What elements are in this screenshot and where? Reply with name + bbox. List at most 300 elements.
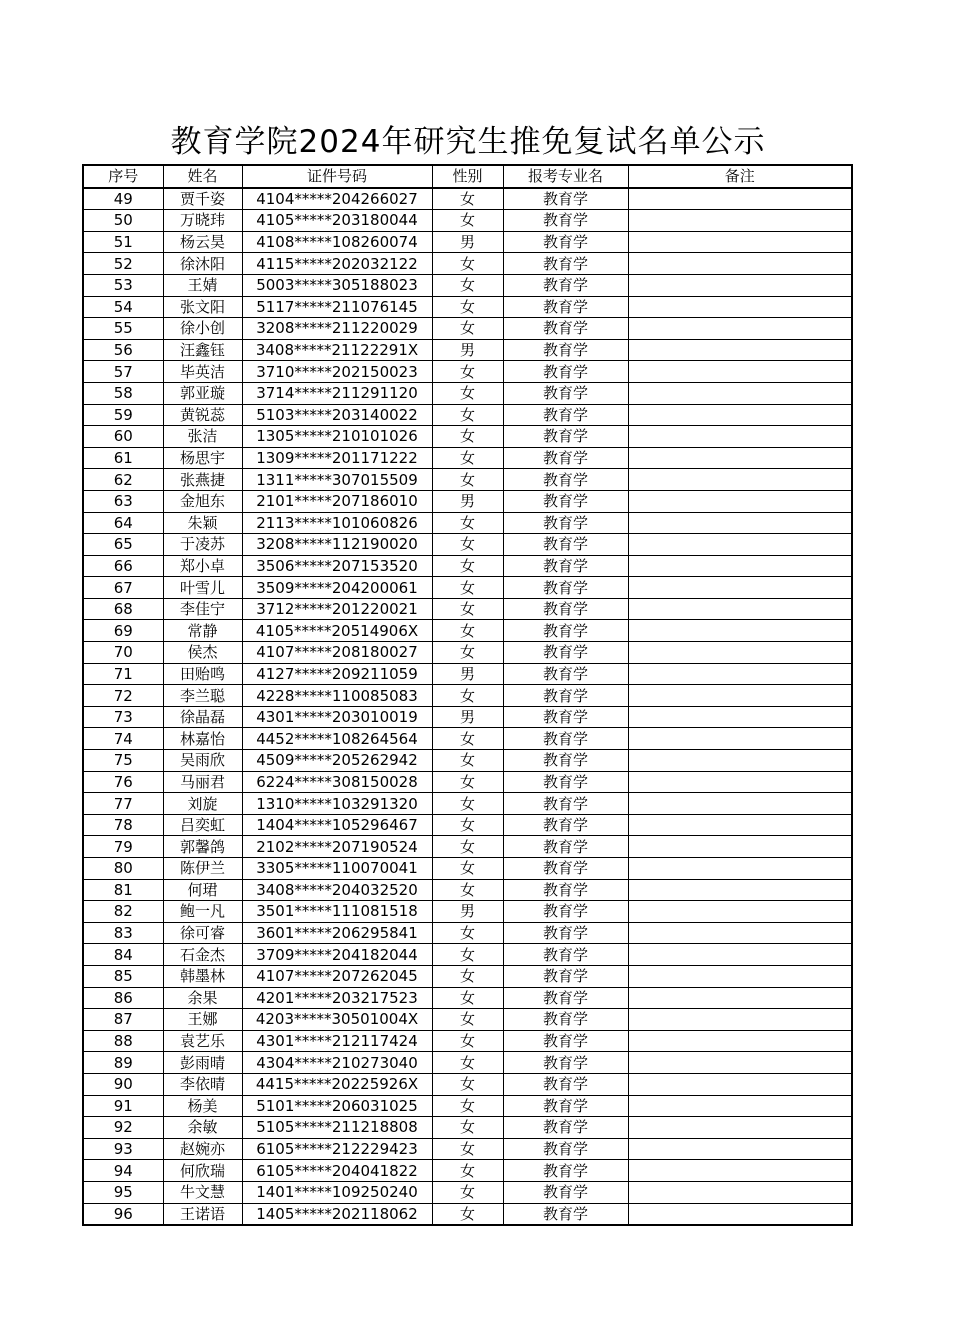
cell-seq: 79 (83, 836, 163, 858)
cell-major: 教育学 (503, 512, 628, 534)
cell-remark (628, 836, 852, 858)
cell-major: 教育学 (503, 965, 628, 987)
cell-name: 徐沐阳 (163, 253, 242, 275)
header-name: 姓名 (163, 165, 242, 188)
cell-name: 金旭东 (163, 490, 242, 512)
cell-name: 彭雨晴 (163, 1052, 242, 1074)
cell-gender: 女 (432, 1160, 503, 1182)
cell-id-number: 2113*****101060826 (242, 512, 432, 534)
cell-id-number: 2102*****207190524 (242, 836, 432, 858)
cell-name: 张洁 (163, 426, 242, 448)
cell-major: 教育学 (503, 706, 628, 728)
cell-seq: 57 (83, 361, 163, 383)
table-row (83, 814, 852, 836)
cell-major: 教育学 (503, 685, 628, 707)
cell-seq: 93 (83, 1138, 163, 1160)
cell-remark (628, 210, 852, 232)
table-row (83, 620, 852, 642)
cell-remark (628, 426, 852, 448)
cell-gender: 女 (432, 253, 503, 275)
table-row (83, 555, 852, 577)
table-row (83, 361, 852, 383)
cell-seq: 54 (83, 296, 163, 318)
table-row (83, 339, 852, 361)
cell-major: 教育学 (503, 274, 628, 296)
cell-name: 贾千姿 (163, 188, 242, 210)
cell-name: 汪鑫钰 (163, 339, 242, 361)
cell-id-number: 4228*****110085083 (242, 685, 432, 707)
cell-seq: 62 (83, 469, 163, 491)
cell-major: 教育学 (503, 210, 628, 232)
cell-major: 教育学 (503, 361, 628, 383)
cell-name: 石金杰 (163, 944, 242, 966)
cell-seq: 88 (83, 1030, 163, 1052)
table-row (83, 1073, 852, 1095)
cell-gender: 男 (432, 706, 503, 728)
cell-major: 教育学 (503, 987, 628, 1009)
cell-major: 教育学 (503, 231, 628, 253)
cell-id-number: 3710*****202150023 (242, 361, 432, 383)
cell-id-number: 5101*****206031025 (242, 1095, 432, 1117)
cell-gender: 女 (432, 1052, 503, 1074)
cell-major: 教育学 (503, 922, 628, 944)
cell-id-number: 1309*****201171222 (242, 447, 432, 469)
cell-gender: 女 (432, 274, 503, 296)
cell-major: 教育学 (503, 339, 628, 361)
cell-name: 鲍一凡 (163, 901, 242, 923)
cell-seq: 74 (83, 728, 163, 750)
cell-seq: 70 (83, 642, 163, 664)
cell-gender: 女 (432, 1073, 503, 1095)
cell-name: 张文阳 (163, 296, 242, 318)
cell-seq: 90 (83, 1073, 163, 1095)
cell-name: 朱颖 (163, 512, 242, 534)
cell-remark (628, 361, 852, 383)
table-row (83, 728, 852, 750)
cell-gender: 女 (432, 598, 503, 620)
cell-id-number: 4415*****20225926X (242, 1073, 432, 1095)
cell-gender: 女 (432, 1138, 503, 1160)
cell-name: 余果 (163, 987, 242, 1009)
cell-remark (628, 706, 852, 728)
cell-gender: 女 (432, 318, 503, 340)
table-row (83, 836, 852, 858)
cell-id-number: 5103*****203140022 (242, 404, 432, 426)
cell-seq: 50 (83, 210, 163, 232)
cell-id-number: 1401*****109250240 (242, 1181, 432, 1203)
cell-seq: 63 (83, 490, 163, 512)
cell-id-number: 5003*****305188023 (242, 274, 432, 296)
cell-major: 教育学 (503, 1009, 628, 1031)
cell-name: 郭馨鸽 (163, 836, 242, 858)
cell-name: 何欣瑞 (163, 1160, 242, 1182)
cell-id-number: 3601*****206295841 (242, 922, 432, 944)
cell-name: 万晓玮 (163, 210, 242, 232)
cell-gender: 女 (432, 965, 503, 987)
cell-name: 陈伊兰 (163, 858, 242, 880)
cell-major: 教育学 (503, 642, 628, 664)
cell-id-number: 4201*****203217523 (242, 987, 432, 1009)
table-row (83, 274, 852, 296)
cell-id-number: 3714*****211291120 (242, 382, 432, 404)
table-row (83, 987, 852, 1009)
table-row (83, 858, 852, 880)
cell-name: 杨美 (163, 1095, 242, 1117)
table-row (83, 706, 852, 728)
cell-seq: 66 (83, 555, 163, 577)
cell-major: 教育学 (503, 901, 628, 923)
table-row (83, 771, 852, 793)
cell-id-number: 5117*****211076145 (242, 296, 432, 318)
cell-seq: 85 (83, 965, 163, 987)
cell-major: 教育学 (503, 1117, 628, 1139)
cell-name: 余敏 (163, 1117, 242, 1139)
cell-remark (628, 793, 852, 815)
cell-seq: 68 (83, 598, 163, 620)
cell-major: 教育学 (503, 426, 628, 448)
cell-seq: 64 (83, 512, 163, 534)
cell-remark (628, 750, 852, 772)
cell-remark (628, 771, 852, 793)
cell-name: 侯杰 (163, 642, 242, 664)
cell-major: 教育学 (503, 1138, 628, 1160)
header-gender: 性别 (432, 165, 503, 188)
cell-remark (628, 512, 852, 534)
table-row (83, 663, 852, 685)
header-id: 证件号码 (242, 165, 432, 188)
cell-seq: 82 (83, 901, 163, 923)
cell-name: 叶雪儿 (163, 577, 242, 599)
table-row (83, 253, 852, 275)
cell-name: 黄锐蕊 (163, 404, 242, 426)
table-row (83, 598, 852, 620)
cell-gender: 女 (432, 642, 503, 664)
table-row (83, 469, 852, 491)
cell-gender: 女 (432, 188, 503, 210)
cell-seq: 87 (83, 1009, 163, 1031)
cell-major: 教育学 (503, 728, 628, 750)
cell-name: 李佳宁 (163, 598, 242, 620)
cell-remark (628, 231, 852, 253)
cell-major: 教育学 (503, 858, 628, 880)
cell-major: 教育学 (503, 620, 628, 642)
table-row (83, 382, 852, 404)
cell-id-number: 4452*****108264564 (242, 728, 432, 750)
cell-gender: 女 (432, 210, 503, 232)
cell-id-number: 1404*****105296467 (242, 814, 432, 836)
cell-id-number: 4115*****202032122 (242, 253, 432, 275)
cell-remark (628, 987, 852, 1009)
cell-seq: 81 (83, 879, 163, 901)
cell-remark (628, 253, 852, 275)
cell-seq: 59 (83, 404, 163, 426)
cell-id-number: 3501*****111081518 (242, 901, 432, 923)
cell-major: 教育学 (503, 771, 628, 793)
cell-gender: 女 (432, 793, 503, 815)
cell-seq: 52 (83, 253, 163, 275)
cell-remark (628, 534, 852, 556)
cell-remark (628, 1181, 852, 1203)
cell-name: 何珺 (163, 879, 242, 901)
cell-id-number: 6105*****212229423 (242, 1138, 432, 1160)
cell-seq: 92 (83, 1117, 163, 1139)
cell-name: 马丽君 (163, 771, 242, 793)
cell-major: 教育学 (503, 577, 628, 599)
table-row (83, 965, 852, 987)
cell-name: 郭亚璇 (163, 382, 242, 404)
cell-major: 教育学 (503, 836, 628, 858)
cell-id-number: 4509*****205262942 (242, 750, 432, 772)
cell-name: 牛文慧 (163, 1181, 242, 1203)
header-remark: 备注 (628, 165, 852, 188)
table-row (83, 426, 852, 448)
cell-remark (628, 1073, 852, 1095)
cell-major: 教育学 (503, 318, 628, 340)
cell-remark (628, 274, 852, 296)
table-row (83, 1117, 852, 1139)
cell-remark (628, 339, 852, 361)
table-row (83, 944, 852, 966)
cell-name: 李依晴 (163, 1073, 242, 1095)
cell-remark (628, 1138, 852, 1160)
cell-seq: 65 (83, 534, 163, 556)
cell-remark (628, 901, 852, 923)
cell-id-number: 3709*****204182044 (242, 944, 432, 966)
cell-remark (628, 879, 852, 901)
cell-name: 吴雨欣 (163, 750, 242, 772)
cell-name: 常静 (163, 620, 242, 642)
cell-gender: 女 (432, 447, 503, 469)
cell-remark (628, 1160, 852, 1182)
cell-major: 教育学 (503, 1203, 628, 1225)
cell-gender: 女 (432, 685, 503, 707)
cell-remark (628, 577, 852, 599)
cell-id-number: 4107*****207262045 (242, 965, 432, 987)
cell-remark (628, 469, 852, 491)
cell-remark (628, 922, 852, 944)
cell-remark (628, 447, 852, 469)
cell-seq: 77 (83, 793, 163, 815)
cell-gender: 女 (432, 577, 503, 599)
cell-remark (628, 1030, 852, 1052)
cell-seq: 58 (83, 382, 163, 404)
cell-gender: 女 (432, 361, 503, 383)
cell-name: 吕奕虹 (163, 814, 242, 836)
cell-gender: 女 (432, 404, 503, 426)
cell-name: 王诺语 (163, 1203, 242, 1225)
table-body (83, 188, 852, 1226)
table-row (83, 1095, 852, 1117)
cell-remark (628, 188, 852, 210)
cell-gender: 男 (432, 663, 503, 685)
table-row (83, 512, 852, 534)
table-row (83, 1009, 852, 1031)
cell-name: 于凌苏 (163, 534, 242, 556)
table-row (83, 231, 852, 253)
cell-major: 教育学 (503, 1095, 628, 1117)
table-row (83, 793, 852, 815)
page-title: 教育学院2024年研究生推免复试名单公示 (170, 124, 766, 160)
cell-name: 徐可睿 (163, 922, 242, 944)
cell-id-number: 2101*****207186010 (242, 490, 432, 512)
cell-seq: 69 (83, 620, 163, 642)
table-row (83, 296, 852, 318)
table-row (83, 750, 852, 772)
cell-name: 毕英洁 (163, 361, 242, 383)
cell-seq: 84 (83, 944, 163, 966)
cell-id-number: 5105*****211218808 (242, 1117, 432, 1139)
cell-major: 教育学 (503, 188, 628, 210)
cell-id-number: 3408*****21122291X (242, 339, 432, 361)
cell-major: 教育学 (503, 1030, 628, 1052)
cell-gender: 女 (432, 750, 503, 772)
cell-seq: 53 (83, 274, 163, 296)
cell-remark (628, 1009, 852, 1031)
cell-seq: 75 (83, 750, 163, 772)
cell-gender: 女 (432, 1009, 503, 1031)
cell-gender: 女 (432, 382, 503, 404)
table-row (83, 922, 852, 944)
cell-remark (628, 555, 852, 577)
cell-id-number: 4203*****30501004X (242, 1009, 432, 1031)
cell-name: 李兰聪 (163, 685, 242, 707)
cell-seq: 61 (83, 447, 163, 469)
cell-id-number: 4104*****204266027 (242, 188, 432, 210)
table-row (83, 447, 852, 469)
cell-remark (628, 728, 852, 750)
cell-gender: 女 (432, 814, 503, 836)
cell-id-number: 3208*****112190020 (242, 534, 432, 556)
cell-seq: 56 (83, 339, 163, 361)
cell-seq: 51 (83, 231, 163, 253)
cell-seq: 80 (83, 858, 163, 880)
table-row (83, 577, 852, 599)
cell-major: 教育学 (503, 793, 628, 815)
cell-remark (628, 663, 852, 685)
cell-gender: 女 (432, 1117, 503, 1139)
cell-id-number: 6105*****204041822 (242, 1160, 432, 1182)
cell-gender: 女 (432, 555, 503, 577)
table-row (83, 879, 852, 901)
cell-id-number: 3506*****207153520 (242, 555, 432, 577)
cell-gender: 男 (432, 901, 503, 923)
cell-major: 教育学 (503, 750, 628, 772)
cell-seq: 60 (83, 426, 163, 448)
cell-id-number: 4304*****210273040 (242, 1052, 432, 1074)
cell-name: 袁艺乐 (163, 1030, 242, 1052)
cell-id-number: 1305*****210101026 (242, 426, 432, 448)
cell-major: 教育学 (503, 879, 628, 901)
cell-remark (628, 296, 852, 318)
cell-major: 教育学 (503, 1181, 628, 1203)
cell-major: 教育学 (503, 534, 628, 556)
table-row (83, 901, 852, 923)
header-seq: 序号 (83, 165, 163, 188)
cell-major: 教育学 (503, 447, 628, 469)
cell-id-number: 4127*****209211059 (242, 663, 432, 685)
cell-seq: 89 (83, 1052, 163, 1074)
cell-major: 教育学 (503, 382, 628, 404)
cell-major: 教育学 (503, 814, 628, 836)
cell-name: 赵婉亦 (163, 1138, 242, 1160)
cell-remark (628, 1095, 852, 1117)
cell-id-number: 4105*****203180044 (242, 210, 432, 232)
cell-name: 林嘉怡 (163, 728, 242, 750)
table-row (83, 1030, 852, 1052)
cell-id-number: 3208*****211220029 (242, 318, 432, 340)
table-row (83, 1181, 852, 1203)
cell-major: 教育学 (503, 404, 628, 426)
cell-seq: 83 (83, 922, 163, 944)
cell-major: 教育学 (503, 555, 628, 577)
cell-name: 徐小创 (163, 318, 242, 340)
candidate-table (82, 164, 853, 1226)
header-major: 报考专业名 (503, 165, 628, 188)
cell-seq: 95 (83, 1181, 163, 1203)
cell-gender: 女 (432, 1203, 503, 1225)
cell-major: 教育学 (503, 1160, 628, 1182)
cell-seq: 96 (83, 1203, 163, 1225)
cell-gender: 女 (432, 620, 503, 642)
cell-remark (628, 685, 852, 707)
cell-gender: 女 (432, 987, 503, 1009)
table-row (83, 685, 852, 707)
cell-id-number: 4108*****108260074 (242, 231, 432, 253)
cell-name: 王婧 (163, 274, 242, 296)
cell-remark (628, 814, 852, 836)
cell-major: 教育学 (503, 253, 628, 275)
cell-gender: 女 (432, 534, 503, 556)
cell-remark (628, 642, 852, 664)
cell-remark (628, 490, 852, 512)
table-row (83, 534, 852, 556)
table-row (83, 490, 852, 512)
cell-seq: 71 (83, 663, 163, 685)
cell-gender: 女 (432, 426, 503, 448)
cell-seq: 67 (83, 577, 163, 599)
cell-major: 教育学 (503, 469, 628, 491)
cell-id-number: 3408*****204032520 (242, 879, 432, 901)
cell-remark (628, 382, 852, 404)
cell-seq: 49 (83, 188, 163, 210)
table-row (83, 1203, 852, 1225)
cell-id-number: 1311*****307015509 (242, 469, 432, 491)
cell-seq: 78 (83, 814, 163, 836)
cell-gender: 男 (432, 490, 503, 512)
cell-id-number: 1310*****103291320 (242, 793, 432, 815)
cell-id-number: 3305*****110070041 (242, 858, 432, 880)
cell-seq: 72 (83, 685, 163, 707)
cell-gender: 女 (432, 944, 503, 966)
cell-remark (628, 1203, 852, 1225)
cell-remark (628, 404, 852, 426)
cell-name: 刘旋 (163, 793, 242, 815)
cell-major: 教育学 (503, 944, 628, 966)
cell-id-number: 3509*****204200061 (242, 577, 432, 599)
cell-seq: 55 (83, 318, 163, 340)
cell-remark (628, 944, 852, 966)
cell-name: 杨云昊 (163, 231, 242, 253)
cell-seq: 73 (83, 706, 163, 728)
cell-id-number: 4107*****208180027 (242, 642, 432, 664)
cell-major: 教育学 (503, 490, 628, 512)
cell-gender: 女 (432, 836, 503, 858)
table-row (83, 318, 852, 340)
cell-remark (628, 1117, 852, 1139)
cell-name: 田贻鸣 (163, 663, 242, 685)
table-row (83, 1160, 852, 1182)
cell-gender: 女 (432, 1181, 503, 1203)
